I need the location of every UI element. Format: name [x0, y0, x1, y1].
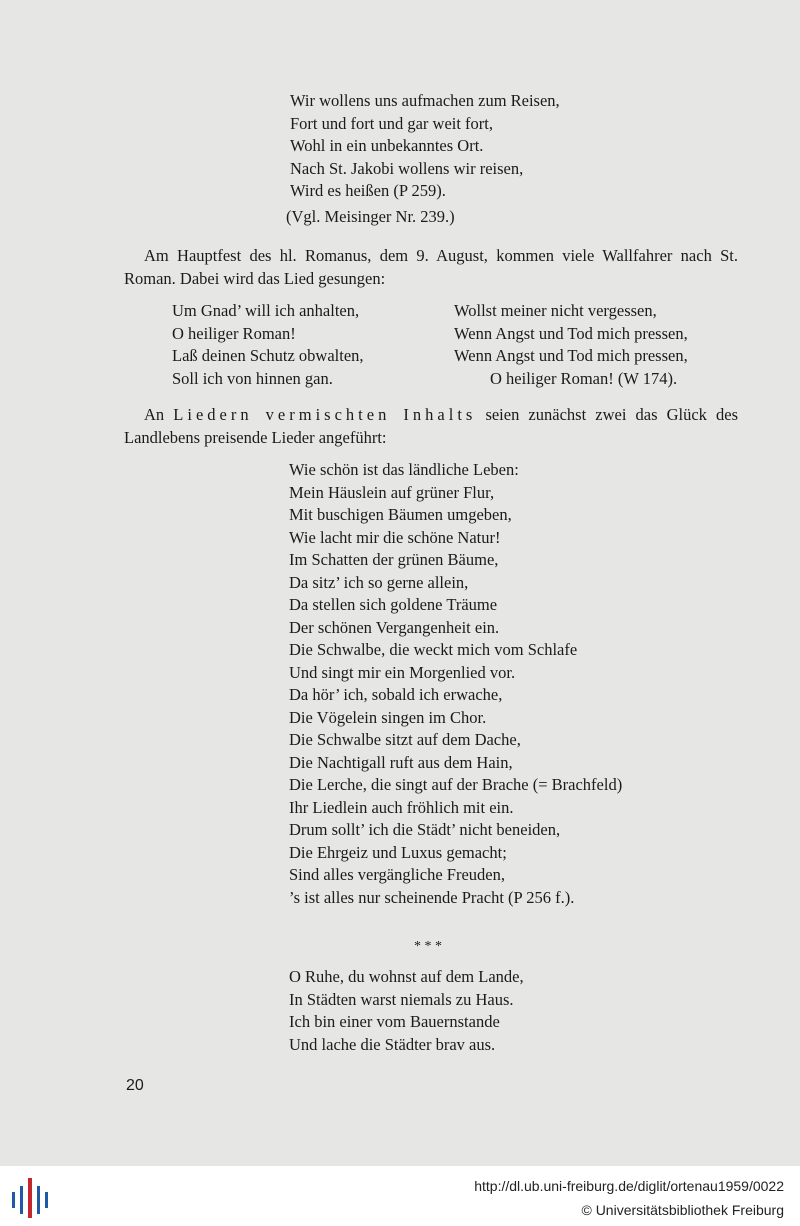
paragraph-lieder [124, 404, 738, 449]
source-url-link[interactable]: http://dl.ub.uni-freiburg.de/diglit/ortenau1959/0022 [474, 1178, 784, 1194]
page-number: 20 [126, 1077, 144, 1094]
paragraph-text: Am Hauptfest des hl. Romanus, dem 9. August, kommen viele Wallfahrer nach St. Roman. Dabei wird das Lied gesungen: [124, 246, 738, 288]
poem-line: Wenn Angst und Tod mich pressen, [454, 323, 688, 343]
poem-line: Da stellen sich goldene Träume [289, 595, 498, 614]
copyright-notice: © Universitätsbibliothek Freiburg [581, 1202, 784, 1218]
paragraph-spaced-term: Liedern vermischten Inhalts [173, 405, 477, 424]
poem-line: Die Lerche, die singt auf der Brache (= Brachfeld) [289, 775, 623, 794]
stanza [289, 729, 622, 819]
poem-line: Mein Häuslein auf grüner Flur, [289, 482, 495, 502]
poem-line: Fort und fort und gar weit fort, [290, 113, 494, 133]
poem-line: Ich bin einer vom Bauernstande [289, 1012, 500, 1031]
paragraph-romanus [124, 245, 738, 290]
poem-line: Wir wollens uns aufmachen zum Reisen, [290, 91, 560, 110]
poem-1-reference: (Vgl. Meisinger Nr. 239.) [286, 207, 455, 226]
poem-line: ’s ist alles nur scheinende Pracht (P 256 f.). [289, 887, 575, 907]
poem-2-left [172, 300, 364, 390]
stanza [289, 549, 622, 639]
poem-line: In Städten warst niemals zu Haus. [289, 989, 514, 1009]
poem-line: Der schönen Vergangenheit ein. [289, 617, 500, 637]
poem-line: Im Schatten der grünen Bäume, [289, 550, 499, 569]
poem-line: Wird es heißen (P 259). [290, 181, 446, 200]
poem-line: Wollst meiner nicht vergessen, [454, 301, 657, 320]
poem-line: Wie schön ist das ländliche Leben: [289, 460, 519, 479]
poem-line: Da hör’ ich, sobald ich erwache, [289, 685, 503, 704]
poem-2-right [454, 300, 688, 390]
poem-3 [289, 459, 622, 909]
poem-line: Soll ich von hinnen gan. [172, 368, 333, 388]
poem-4 [289, 966, 524, 1056]
poem-line: Wie lacht mir die schöne Natur! [289, 527, 501, 547]
stanza [289, 639, 622, 729]
stanza [289, 819, 622, 909]
poem-line: Die Vögelein singen im Chor. [289, 707, 487, 727]
poem-line: O heiliger Roman! (W 174). [490, 368, 678, 388]
paragraph-prefix: An [144, 405, 165, 424]
poem-line: O Ruhe, du wohnst auf dem Lande, [289, 967, 524, 986]
stanza [289, 459, 622, 549]
poem-line: Drum sollt’ ich die Städt’ nicht beneiden, [289, 820, 561, 839]
poem-line: Und singt mir ein Morgenlied vor. [289, 662, 516, 682]
poem-line: Laß deinen Schutz obwalten, [172, 346, 364, 365]
poem-line: Da sitz’ ich so gerne allein, [289, 572, 469, 592]
poem-line: Wohl in ein unbekanntes Ort. [290, 136, 484, 155]
poem-line: Mit buschigen Bäumen umgeben, [289, 505, 512, 524]
poem-line: Die Nachtigall ruft aus dem Hain, [289, 752, 513, 772]
paragraph-suffix: seien zunächst zwei das Glück des Landlebens preisende Lieder angeführt: [124, 405, 739, 447]
poem-line: Um Gnad’ will ich anhalten, [172, 301, 360, 320]
poem-line: Sind alles vergängliche Freuden, [289, 865, 505, 884]
poem-line: Ihr Liedlein auch fröhlich mit ein. [289, 797, 514, 817]
footer-bar [0, 1166, 800, 1226]
poem-line: Wenn Angst und Tod mich pressen, [454, 346, 688, 365]
poem-1 [290, 90, 560, 203]
library-logo-icon [10, 1174, 50, 1220]
poem-line: Die Schwalbe, die weckt mich vom Schlafe [289, 640, 578, 659]
poem-line: Und lache die Städter brav aus. [289, 1034, 496, 1054]
poem-line: Nach St. Jakobi wollens wir reisen, [290, 158, 524, 178]
poem-line: O heiliger Roman! [172, 323, 296, 343]
asterism: * * * [414, 939, 442, 954]
poem-line: Die Schwalbe sitzt auf dem Dache, [289, 730, 521, 749]
poem-line: Die Ehrgeiz und Luxus gemacht; [289, 842, 507, 862]
